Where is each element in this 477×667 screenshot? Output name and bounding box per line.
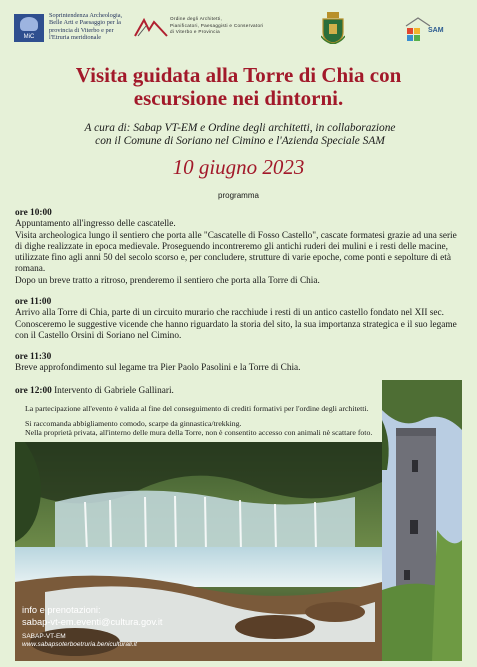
sam-logo-text: SAM [428,27,444,34]
section-text: Visita archeologica lungo il sentiero che porta alle "Cascatelle di Fosso Castello", cascate formatesi grazie ad una serie di dighe realizzate in epoca medievale. Proseguendo incontreremo gli antichi ruderi dei mulini e i resti delle macine, utilizzate fino agli anni 50 del secolo scorso e, per concludere, strutture di varie epoche, come ponti e sepolture di età romana. [15,230,457,275]
soprintendenza-name: Soprintendenza Archeologia, Belle Arti e Paesaggio per la provincia di Viterbo e per l'Etruria meridionale [49,12,123,42]
section-time: ore 12:00 [15,386,52,396]
section-time: ore 11:30 [15,352,52,362]
info-org-block [22,633,137,649]
program-label: programma [218,191,259,200]
curated-line-1: A cura di: Sabap VT-EM e Ordine degli architetti, in collaborazione [84,122,396,134]
info-org: SABAP-VT-EM [22,633,66,640]
section-text: Intervento di Gabriele Gallinari. [54,386,174,396]
info-block [22,604,163,628]
event-title [0,64,477,110]
section-time: ore 11:00 [15,297,52,307]
section-text: Breve approfondimento sul legame tra Pier Paolo Pasolini e la Torre di Chia. [15,363,301,374]
waterfall-photo [15,442,382,661]
event-date: 10 giugno 2023 [172,155,305,179]
mic-logo [14,14,44,42]
section-text: Dopo un breve tratto a ritroso, prenderemo il sentiero che porta alla Torre di Chia. [15,275,320,286]
info-website[interactable]: www.sabapsoterboetruria.beniculturali.it [22,641,137,648]
section-text: Appuntamento all'ingresso delle cascatelle. [15,219,176,230]
title-line-1: Visita guidata alla Torre di Chia con [75,63,402,87]
ordine-line-3: di Viterbo e Provincia [170,29,220,35]
ordine-line-2: Pianificatori, Paesaggisti e Conservatori [170,22,264,28]
ordine-architetti-name [170,16,302,36]
mic-logo-text: MiC [23,34,35,40]
tower-photo [382,380,462,661]
ordine-line-1: Ordine degli Architetti, [170,16,223,21]
title-line-2: escursione nei dintorni. [133,86,344,110]
info-email[interactable]: sabap-vt-em.eventi@cultura.gov.it [22,617,163,627]
curated-line-2: con il Comune di Soriano nel Cimino e l'Azienda Speciale SAM [95,135,385,147]
note-credits: La partecipazione all'evento è valida al fine del conseguimento di crediti formativi per l'ordine degli architetti. [25,404,369,413]
section-text: Arrivo alla Torre di Chia, parte di un circuito murario che racchiude i resti di un antico castello fondato nel XII sec. Conosceremo le suggestive vicende che hanno riguardato la storia del sito, la sua importanza strategica e il suo legame con il Castello Orsini di Soriano nel Cimino. [15,308,457,341]
program-section-2 [15,297,465,342]
architects-logo-icon [134,16,168,38]
curated-by [40,122,440,148]
program-section-3 [15,352,465,375]
program-section-1 [15,208,465,287]
comune-crest-icon [321,12,345,44]
note-clothing: Si raccomanda abbigliamento comodo, scarpe da ginnastica/trekking. [25,418,242,428]
info-label: info e prenotazioni: [22,605,101,615]
note-private-property: Nella proprietà privata, all'interno delle mura della Torre, non è consentito accesso con animali nè scattare foto. [25,428,373,437]
mic-figure-icon [20,17,38,31]
section-time: ore 10:00 [15,208,52,218]
